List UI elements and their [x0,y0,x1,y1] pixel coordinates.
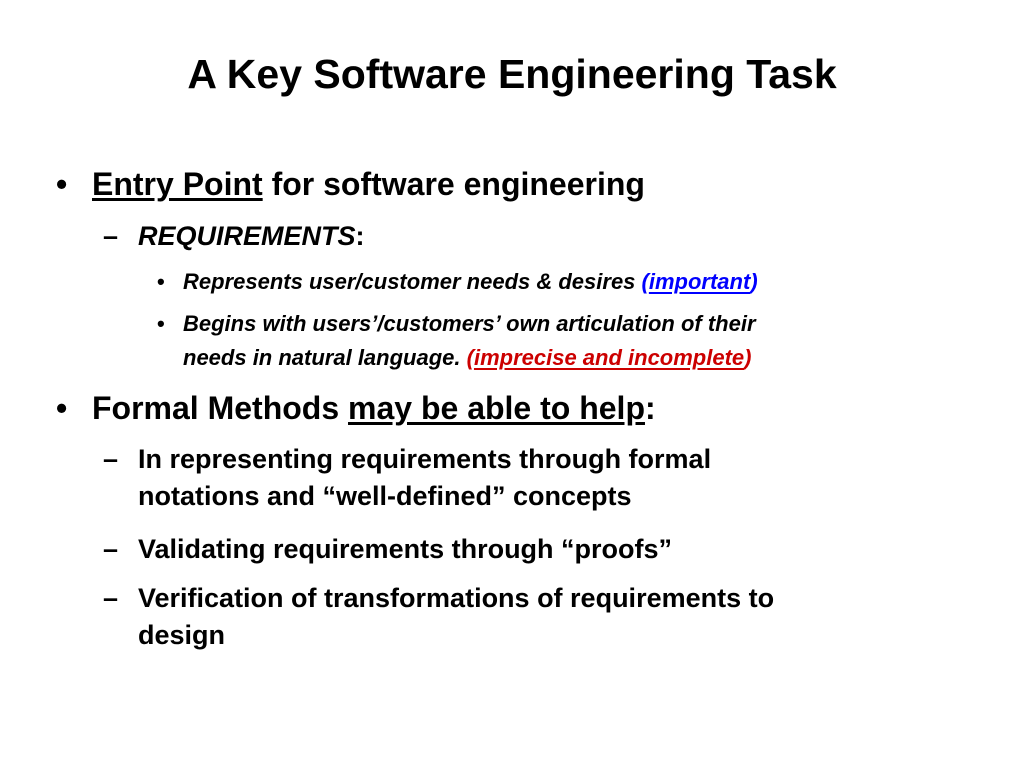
subbullet-requirements [103,218,365,255]
point-represents-needs [157,265,758,299]
paren-open: ( [641,269,649,294]
bullet-marker: • [56,166,68,202]
subbullet-text: Validating requirements through “proofs” [138,534,673,564]
point-text: Represents user/customer needs & desires [183,269,642,294]
slide-title: A Key Software Engineering Task [187,51,837,97]
entry-point-text: Entry Point [92,166,263,202]
may-be-able-text: may be able to help [348,390,645,426]
point-begins-with-users [157,307,756,375]
subbullet-line-2: notations and “well-defined” concepts [138,481,632,511]
point-line-1: Begins with users’/customers’ own articulation of their [183,311,756,336]
subbullet-line-1: In representing requirements through formal [138,444,712,474]
subbullet-verification [103,580,775,654]
bullet-marker: • [157,311,165,336]
subbullet-line-1: Verification of transformations of requirements to [138,583,775,613]
point-line-2 [183,341,756,375]
important-note: important [648,269,751,294]
requirements-label: REQUIREMENTS [138,221,356,251]
dash-marker: – [103,583,119,613]
bullet-marker: • [157,269,165,294]
bullet-marker: • [56,390,68,426]
subbullet-line-2: design [138,620,226,650]
dash-marker: – [103,534,119,564]
paren-open: ( [466,345,474,370]
bullet-colon: : [644,390,656,426]
paren-close: ) [750,269,758,294]
point-line-2-text: needs in natural language. [183,345,467,370]
requirements-colon: : [355,221,365,251]
bullet-entry-point [56,166,645,203]
subbullet-representing [103,441,712,515]
bullet-text: for software engineering [262,166,645,202]
subbullet-validating [103,531,673,568]
imprecise-note: imprecise and incomplete [473,345,745,370]
dash-marker: – [103,444,119,474]
bullet-formal-methods [56,390,656,427]
bullet-text: Formal Methods [92,390,349,426]
dash-marker: – [103,221,119,251]
paren-close: ) [744,345,752,370]
